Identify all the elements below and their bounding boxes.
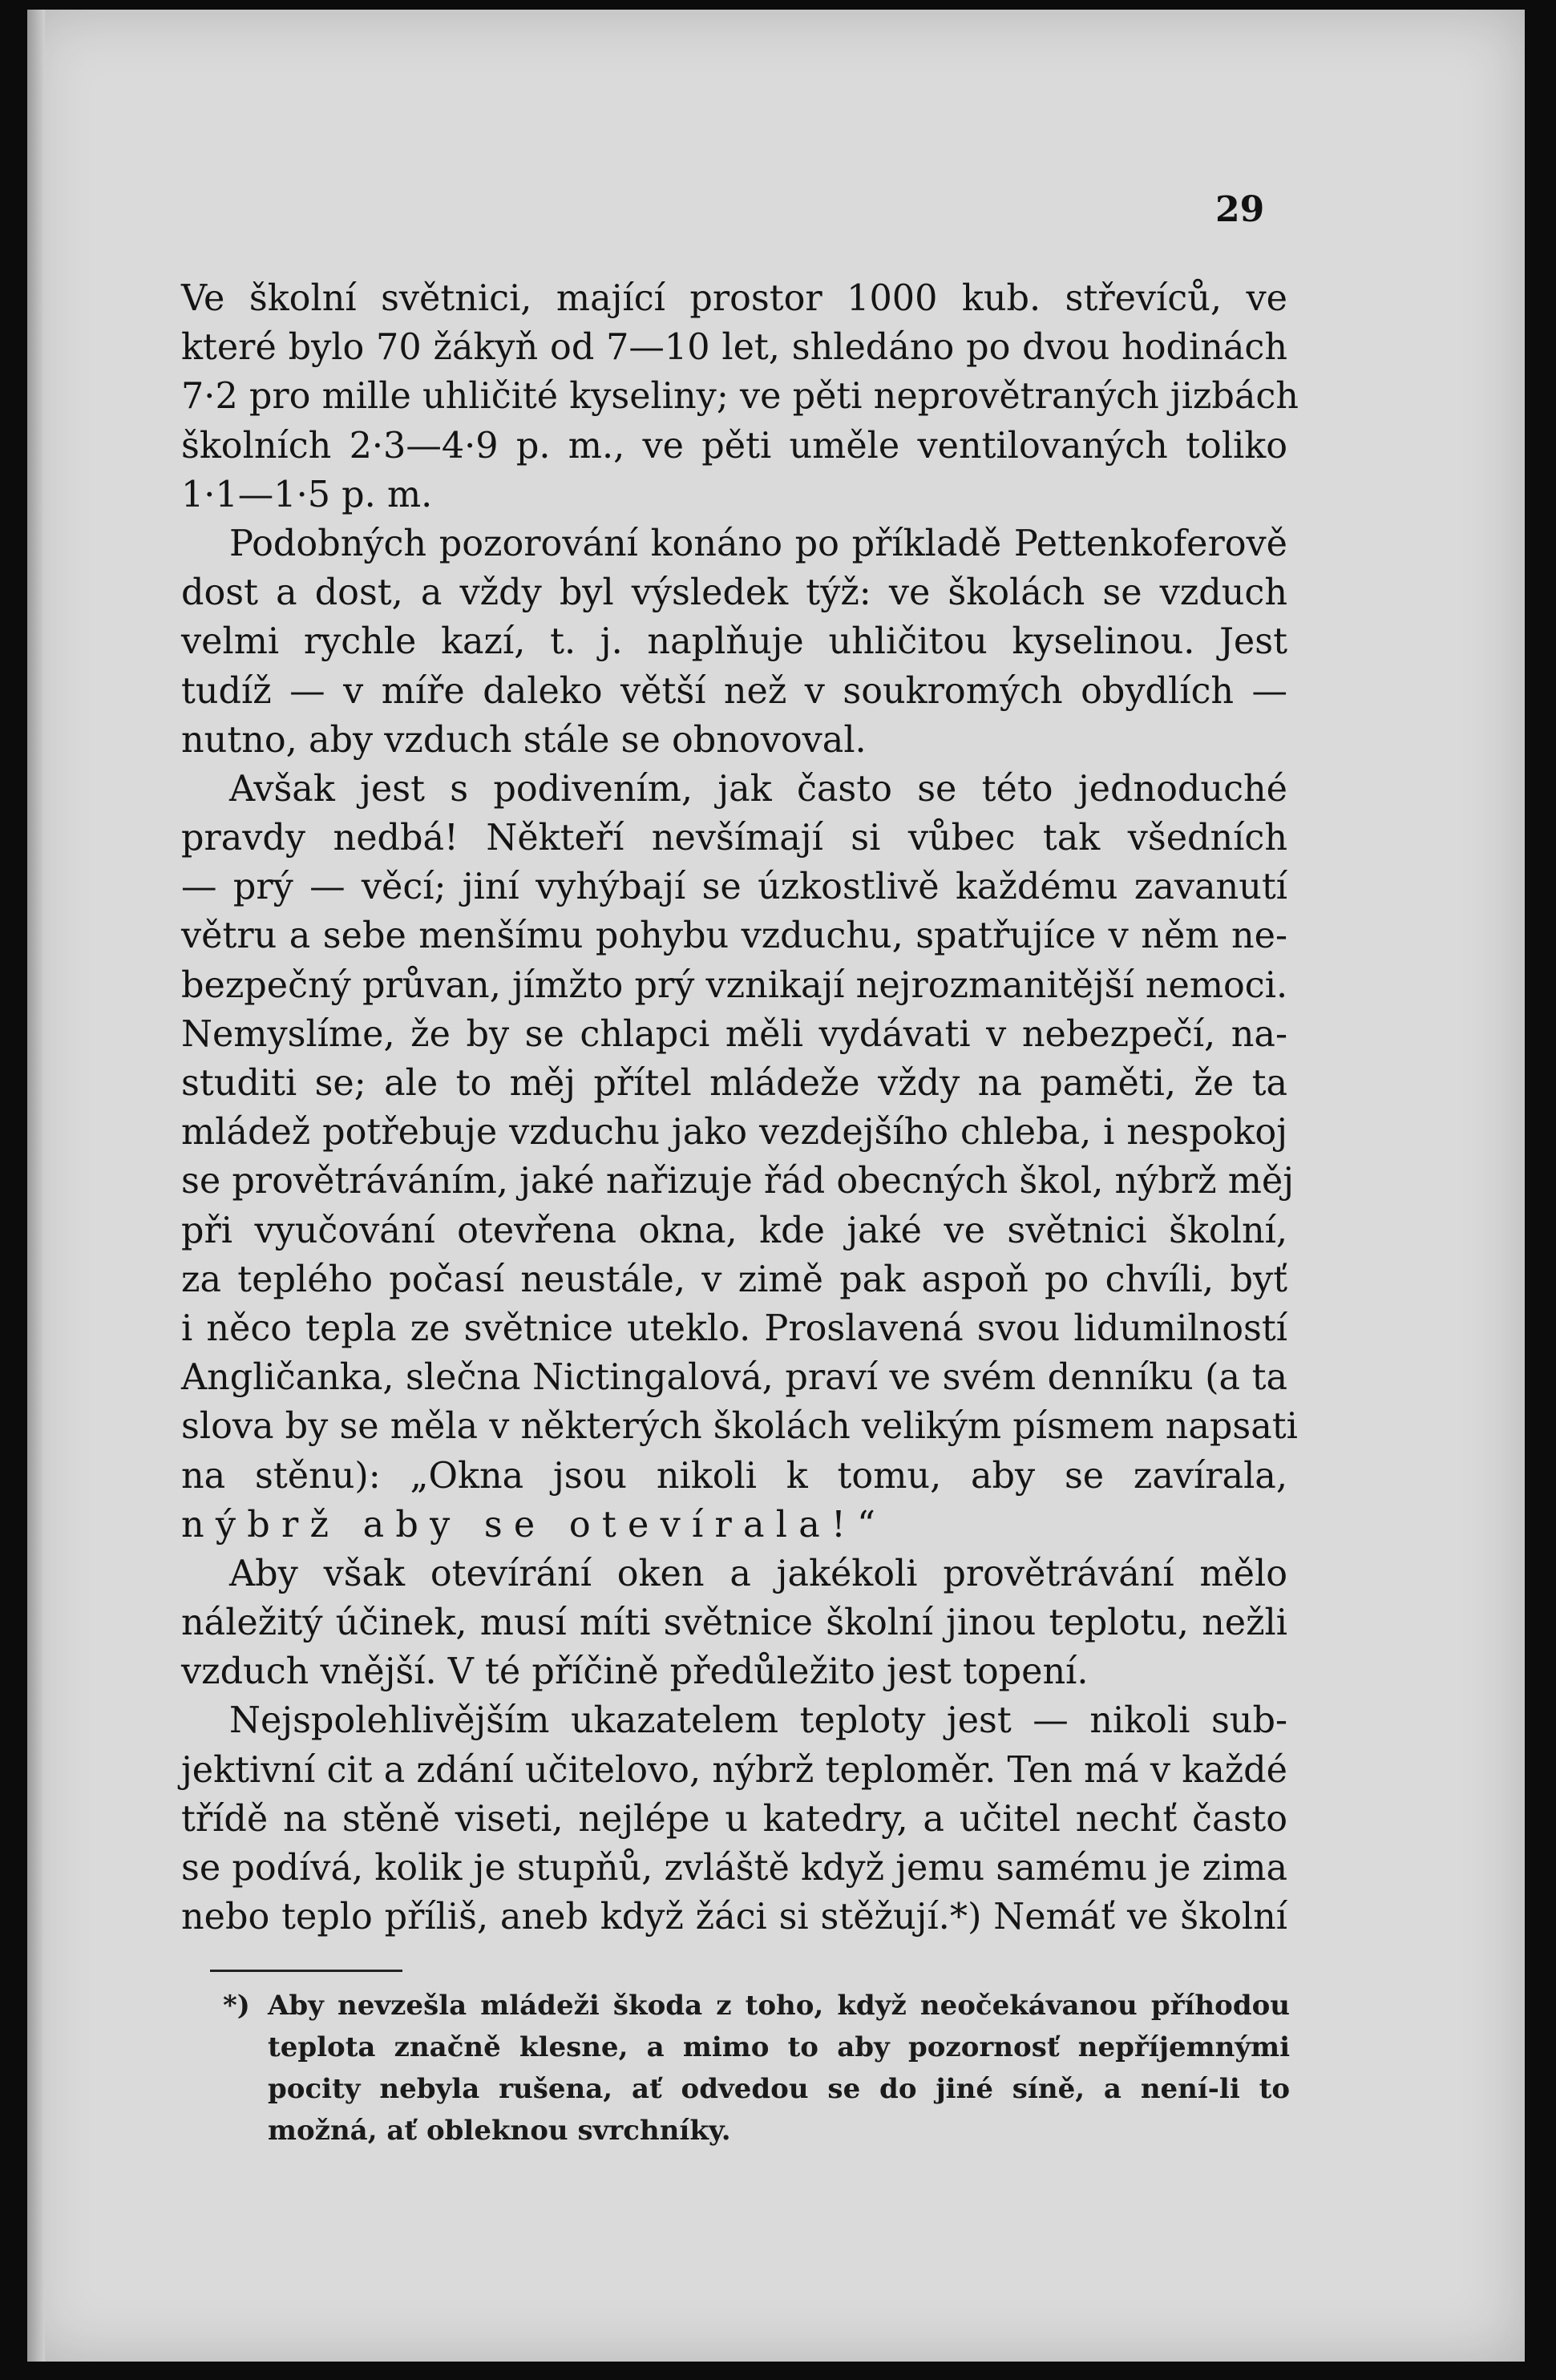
text-line: pravdy nedbá! Někteří nevšímají si vůbec tak všedních <box>181 818 1287 859</box>
footnote-marker: *) <box>223 1990 250 2022</box>
footnote-line: teplota značně klesne, a mimo to aby pozornosť nepříjemnými <box>268 2031 1290 2063</box>
text-line: Aby však otevírání oken a jakékoli provětrávání mělo <box>229 1553 1287 1594</box>
text-line: Ve školní světnici, mající prostor 1000 kub. střevíců, ve <box>181 278 1287 319</box>
book-page <box>27 10 1525 2362</box>
footnote <box>268 1985 1290 2152</box>
footnote-line: pocity nebyla rušena, ať odvedou se do jiné síně, a není-li to <box>268 2073 1290 2105</box>
text-line: dost a dost, a vždy byl výsledek týž: ve školách se vzduch <box>181 572 1287 614</box>
page-gutter <box>27 10 45 2362</box>
text-line: jektivní cit a zdání učitelovo, nýbrž teploměr. Ten má v každé <box>181 1749 1287 1791</box>
text-line: třídě na stěně viseti, nejlépe u katedry, a učitel nechť často <box>181 1798 1287 1840</box>
text-line: které bylo 70 žákyň od 7—10 let, shledáno po dvou hodinách <box>181 327 1287 369</box>
text-line: tudíž — v míře daleko větší než v soukromých obydlích — <box>181 670 1287 712</box>
text-line: velmi rychle kazí, t. j. naplňuje uhličitou kyselinou. Jest <box>181 621 1287 663</box>
footnote-rule <box>210 1970 402 1972</box>
body-text <box>181 274 1299 1942</box>
text-line: větru a sebe menšímu pohybu vzduchu, spatřujíce v něm ne- <box>181 915 1287 957</box>
text-line: Podobných pozorování konáno po příkladě Pettenkoferově <box>229 523 1287 564</box>
text-line: Angličanka, slečna Nictingalová, praví ve svém denníku (a ta <box>181 1357 1287 1399</box>
text-line: — prý — věcí; jiní vyhýbají se úzkostlivě každému zavanutí <box>181 867 1287 908</box>
text-line: náležitý účinek, musí míti světnice školní jinou teplotu, nežli <box>181 1602 1287 1644</box>
text-line: se provětráváním, jaké nařizuje řád obecných škol, nýbrž měj <box>181 1161 1295 1202</box>
text-line: se podívá, kolik je stupňů, zvláště když jemu samému je zima <box>181 1848 1287 1889</box>
text-line: Nejspolehlivějším ukazatelem teploty jest — nikoli sub- <box>229 1700 1287 1742</box>
text-line: i něco tepla ze světnice uteklo. Proslavená svou lidumilností <box>181 1307 1287 1349</box>
footnote-line: Aby nevzešla mládeži škoda z toho, když neočekávanou příhodou <box>268 1990 1290 2022</box>
text-line: školních 2·3—4·9 p. m., ve pěti uměle ventilovaných toliko <box>181 425 1287 467</box>
text-line: vzduch vnější. V té příčině předůležito jest topení. <box>181 1651 1089 1693</box>
text-line: studiti se; ale to měj přítel mládeže vždy na paměti, že ta <box>181 1063 1287 1104</box>
text-line: mládež potřebuje vzduchu jako vezdejšího chleba, i nespokoj <box>181 1112 1287 1154</box>
text-line: nutno, aby vzduch stále se obnovoval. <box>181 719 867 761</box>
text-line: nýbrž aby se otevírala!“ <box>181 1504 887 1546</box>
text-line: Avšak jest s podivením, jak často se této jednoduché <box>229 768 1287 810</box>
text-line: nebo teplo příliš, aneb když žáci si stěžují.*) Nemáť ve školní <box>181 1897 1287 1938</box>
text-line: 7·2 pro mille uhličité kyseliny; ve pěti neprovětraných jizbách <box>181 376 1299 418</box>
footnote-line: možná, ať obleknou svrchníky. <box>268 2115 731 2147</box>
text-line: při vyučování otevřena okna, kde jaké ve světnici školní, <box>181 1210 1287 1251</box>
text-line: bezpečný průvan, jímžto prý vznikají nejrozmanitější nemoci. <box>181 964 1288 1006</box>
text-line: 1·1—1·5 p. m. <box>181 474 433 515</box>
text-line: za teplého počasí neustále, v zimě pak aspoň po chvíli, byť <box>181 1259 1287 1300</box>
text-line: Nemyslíme, že by se chlapci měli vydávati v nebezpečí, na- <box>181 1013 1287 1055</box>
page-number: 29 <box>1215 189 1265 230</box>
text-line: slova by se měla v některých školách velikým písmem napsati <box>181 1406 1298 1448</box>
text-line: na stěnu): „Okna jsou nikoli k tomu, aby se zavírala, <box>181 1455 1287 1497</box>
